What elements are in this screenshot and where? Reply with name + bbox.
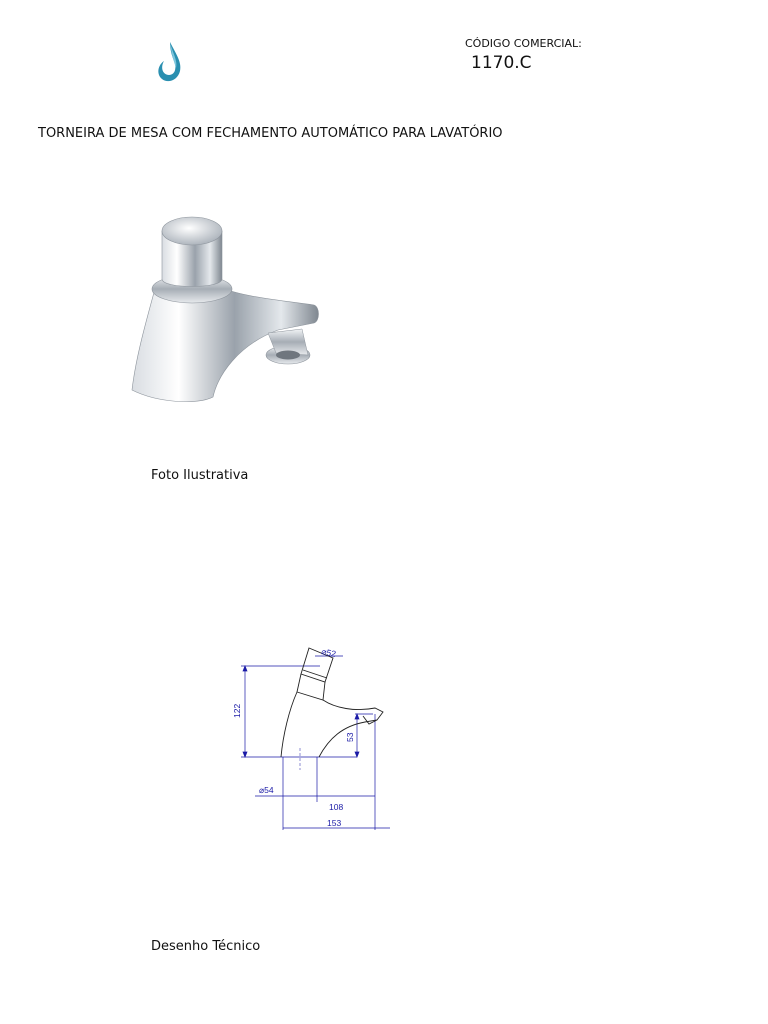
commercial-code-value: 1170.C — [471, 53, 532, 73]
photo-caption: Foto Ilustrativa — [151, 468, 249, 483]
dim-base-diameter: ⌀54 — [259, 785, 274, 795]
dim-spout-height: 53 — [345, 732, 355, 742]
product-title: TORNEIRA DE MESA COM FECHAMENTO AUTOMÁTICO PARA LAVATÓRIO — [38, 126, 503, 141]
drawing-caption: Desenho Técnico — [151, 939, 261, 954]
dim-button-diameter: ⌀52 — [320, 646, 337, 659]
dim-total-height: 122 — [232, 703, 242, 718]
dim-spout-reach: 108 — [329, 802, 344, 812]
technical-drawing — [225, 630, 405, 840]
faucet-photo — [118, 205, 338, 415]
dim-total-length: 153 — [327, 818, 342, 828]
commercial-code-label: CÓDIGO COMERCIAL: — [465, 37, 582, 50]
water-drop-icon — [154, 40, 184, 84]
deca-logo — [56, 30, 196, 90]
